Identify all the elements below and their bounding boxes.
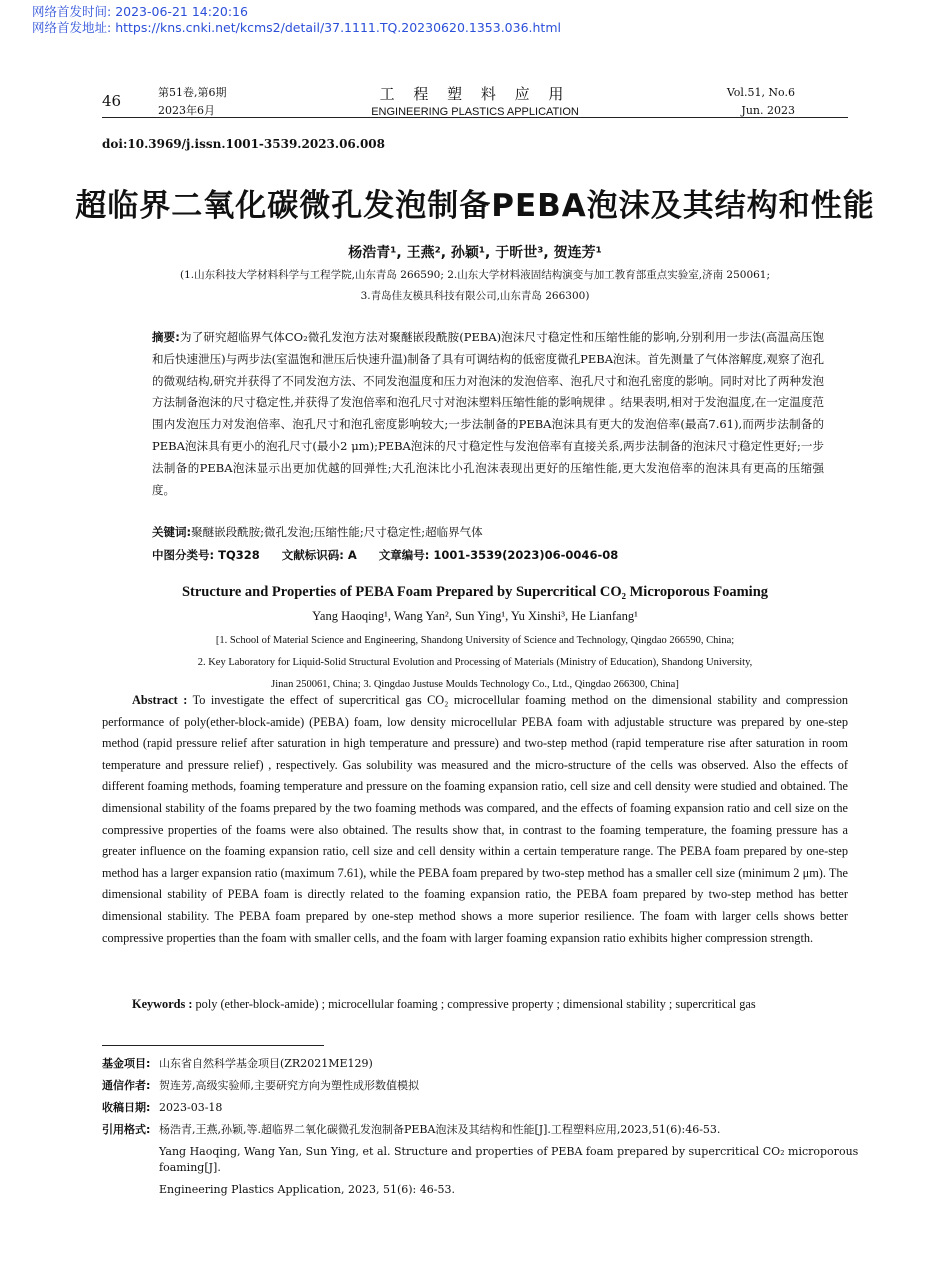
classification-line: [152, 547, 640, 563]
publish-url[interactable]: 网络首发地址: https://kns.cnki.net/kcms2/detail/37.1111.TQ.20230620.1353.036.html: [32, 20, 561, 35]
journal-name-en: ENGINEERING PLASTICS APPLICATION: [371, 106, 579, 118]
footnote-received: 收稿日期: 2023-03-18: [102, 1101, 223, 1114]
abstract-cn-text: 为了研究超临界气体CO₂微孔发泡方法对聚醚嵌段酰胺(PEBA)泡沫尺寸稳定性和压缩性能的影响,分别利用一步法(高温高压饱和后快速泄压)与两步法(室温饱和泄压后快速升温)制备了具有可调结构的低密度微孔PEBA泡沫。首先测量了气体溶解度,观察了泡孔的微观结构,研究并获得了不同发泡方法、不同发泡温度和压力对泡沫的发泡倍率、泡孔尺寸和泡孔密度的影响。同时对比了两种发泡方法制备泡沫的尺寸稳定性,并获得了发泡倍率和泡孔尺寸对泡沫塑料压缩性能的影响规律 。结果表明,相对于发泡温度,在一定温度范围内发泡压力对发泡倍率、泡孔尺寸和泡孔密度影响较大;一步法制备的PEBA泡沫具有更大的发泡倍率(最高7.61),而两步法制备的PEBA泡沫具有更小的泡孔尺寸(最小2 μm);PEBA泡沫的尺寸稳定性与发泡倍率有直接关系,两步法制备的泡沫尺寸稳定性更好;一步法制备的PEBA泡沫显示出更加优越的回弹性;大孔泡沫比小孔泡沫表现出更好的压缩性能,更大发泡倍率的泡沫具有更高的压缩强度。: [152, 330, 824, 497]
title-cn: 超临界二氧化碳微孔发泡制备PEBA泡沫及其结构和性能: [75, 188, 875, 224]
publish-time: 网络首发时间: 2023-06-21 14:20:16: [32, 4, 248, 19]
clc-number: 中图分类号: TQ328: [152, 548, 260, 562]
abstract-en-text: To investigate the effect of supercritical gas CO₂ microcellular foaming method on the dimensional stability and compression performance of poly(ether-block-amide) (PEBA) foam, low density microcellular PEBA foam with adjustable structure was prepared by one-step method (rapid pressure relief after saturation in high temperature and pressure) and two-step method (rapid temperature rise after saturation in room temperature and pressure relief) , respectively. Gas solubility was measured and the micro-structure of the cells was observed. Also the effects of different foaming methods, foaming temperature and pressure on the foaming expansion ratio, cell size and cell density were studied and obtained. The dimensional stability of the foams prepared by the two foaming methods was compared, and the effects of foaming expansion ratio and cell size on the compressive properties of the foams were also obtained. The results show that, in contrast to the foaming temperature, the foaming pressure has a greater influence on the foaming expansion ratio, cell size and cell density within a certain temperature range. The PEBA foam prepared by one-step method has a larger expansion ratio (maximum 7.61), while the PEBA foam prepared by two-step method has a smaller cell size (minimum 2 μm). The dimensional stability of PEBA foam is directly related to the foaming expansion ratio, the PEBA foam prepared by two-step method has better dimensional stability. The PEBA foam prepared by one-step method shows a more superior resilience. The foam with larger cells shows better compressive properties than the foam with smaller cells, and the foam with larger foaming expansion ratio exhibits higher compression strength.: [102, 693, 848, 945]
header-divider: [102, 117, 848, 118]
journal-volume-en: Vol.51, No.6 Jun. 2023: [726, 86, 795, 117]
footnote-divider: [102, 1045, 324, 1046]
affiliations-cn: (1.山东科技大学材料科学与工程学院,山东青岛 266590; 2.山东大学材料液固结构演变与加工教育部重点实验室,济南 250061; 3.青岛佳友模具科技有限公司,山东青岛 266300): [179, 269, 771, 302]
journal-name-cn: 工 程 塑 料 应 用: [379, 85, 571, 103]
keywords-en: Keywords : poly (ether-block-amide) ; microcellular foaming ; compressive property ; dimensional stability ; supercritical gas: [132, 997, 756, 1011]
abstract-cn: [152, 327, 824, 501]
doi: doi:10.3969/j.issn.1001-3539.2023.06.008: [102, 137, 385, 151]
publish-info: [32, 4, 561, 36]
abstract-cn-label: 摘要:: [152, 330, 180, 344]
authors-en: Yang Haoqing¹, Wang Yan², Sun Ying¹, Yu Xinshi³, He Lianfang¹: [312, 609, 638, 623]
abstract-en-label: Abstract :: [132, 693, 188, 707]
doc-code: 文献标识码: A: [281, 548, 357, 562]
abstract-en: [102, 690, 848, 949]
title-en: Structure and Properties of PEBA Foam Prepared by Supercritical CO₂ Microporous Foaming: [181, 584, 769, 600]
authors-cn: 杨浩青¹, 王燕², 孙颖¹, 于昕世³, 贺连芳¹: [348, 245, 602, 261]
page-number: 46: [102, 92, 122, 110]
footnote-citation: 引用格式: 杨浩青,王燕,孙颖,等.超临界二氧化碳微孔发泡制备PEBA泡沫及其结构和性能[J].工程塑料应用,2023,51(6):46-53. Yang Haoqing, Wang Yan, Sun Ying, et al. Structure and properties of PEBA foam prepared by supercritical CO₂ microporous foaming[J]. Engineering Plastics Application, 2023, 51(6): 46-53.: [102, 1123, 859, 1196]
journal-volume-cn: 第51卷,第6期 2023年6月: [158, 86, 227, 117]
footnote-author: 通信作者: 贺连芳,高级实验师,主要研究方向为塑性成形数值模拟: [102, 1079, 419, 1092]
keywords-cn: 关键词:聚醚嵌段酰胺;微孔发泡;压缩性能;尺寸稳定性;超临界气体: [152, 525, 483, 539]
publish-url-link[interactable]: https://kns.cnki.net/kcms2/detail/37.1111.TQ.20230620.1353.036.html: [115, 20, 561, 35]
affiliations-en: [1. School of Material Science and Engineering, Shandong University of Science and Technology, Qingdao 266590, China; 2. Key Laboratory for Liquid-Solid Structural Evolution and Processing of Materials (Ministry of Education), Shandong University, Jinan 250061, China; 3. Qingdao Justuse Moulds Technology Co., Ltd., Qingdao 266300, China]: [197, 635, 753, 690]
article-number: 文章编号: 1001-3539(2023)06-0046-08: [378, 548, 619, 562]
footnote-fund: 基金项目: 山东省自然科学基金项目(ZR2021ME129): [102, 1057, 373, 1070]
journal-name: [350, 83, 600, 118]
